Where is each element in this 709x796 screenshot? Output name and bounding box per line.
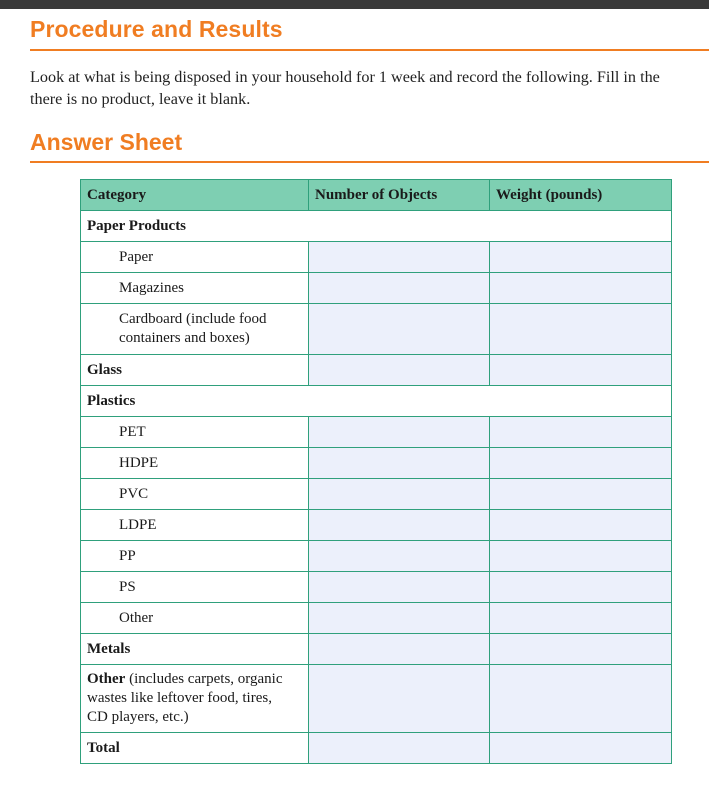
pet-number-cell[interactable] [309, 417, 490, 448]
pvc-weight-cell[interactable] [490, 479, 672, 510]
table-header-row [81, 180, 672, 211]
cardboard-line-1: Cardboard (include food [119, 311, 267, 327]
row-paper-products [81, 211, 672, 242]
ldpe-weight-cell[interactable] [490, 510, 672, 541]
glass-weight-cell[interactable] [490, 355, 672, 386]
answer-sheet-rule [30, 161, 709, 163]
pp-number-cell[interactable] [309, 541, 490, 572]
other-rest-1: (includes carpets, organic [125, 671, 283, 687]
plastics-label: Plastics [81, 386, 672, 417]
row-total [81, 733, 672, 764]
paper-products-label: Paper Products [81, 211, 672, 242]
row-cardboard [81, 304, 672, 355]
row-plastic-other [81, 603, 672, 634]
total-number-cell[interactable] [309, 733, 490, 764]
metals-number-cell[interactable] [309, 634, 490, 665]
metals-weight-cell[interactable] [490, 634, 672, 665]
row-plastics [81, 386, 672, 417]
pet-weight-cell[interactable] [490, 417, 672, 448]
row-metals [81, 634, 672, 665]
ps-weight-cell[interactable] [490, 572, 672, 603]
intro-text [30, 66, 709, 110]
ldpe-label: LDPE [81, 510, 309, 541]
row-ldpe [81, 510, 672, 541]
top-bar [0, 0, 709, 9]
other-line-1 [87, 670, 308, 689]
magazines-weight-cell[interactable] [490, 273, 672, 304]
other-bold: Other [87, 671, 126, 687]
cardboard-weight-cell[interactable] [490, 304, 672, 355]
glass-number-cell[interactable] [309, 355, 490, 386]
hdpe-weight-cell[interactable] [490, 448, 672, 479]
pvc-label: PVC [81, 479, 309, 510]
cardboard-number-cell[interactable] [309, 304, 490, 355]
procedure-rule [30, 49, 709, 51]
total-label: Total [81, 733, 309, 764]
glass-label: Glass [81, 355, 309, 386]
other-label [81, 665, 309, 733]
magazines-label: Magazines [81, 273, 309, 304]
row-other [81, 665, 672, 733]
row-glass [81, 355, 672, 386]
row-ps [81, 572, 672, 603]
header-number-of-objects: Number of Objects [309, 180, 490, 211]
pet-label: PET [81, 417, 309, 448]
header-weight: Weight (pounds) [490, 180, 672, 211]
hdpe-label: HDPE [81, 448, 309, 479]
intro-line-1: Look at what is being disposed in your household for 1 week and record the following. Fill in the [30, 68, 660, 86]
row-paper [81, 242, 672, 273]
paper-label: Paper [81, 242, 309, 273]
header-category: Category [81, 180, 309, 211]
pp-weight-cell[interactable] [490, 541, 672, 572]
row-magazines [81, 273, 672, 304]
plastic-other-weight-cell[interactable] [490, 603, 672, 634]
row-pet [81, 417, 672, 448]
answer-sheet-heading: Answer Sheet [30, 129, 183, 155]
other-weight-cell[interactable] [490, 665, 672, 733]
intro-line-2: there is no product, leave it blank. [30, 90, 251, 108]
ps-label: PS [81, 572, 309, 603]
cardboard-label [81, 304, 309, 355]
row-hdpe [81, 448, 672, 479]
metals-label: Metals [81, 634, 309, 665]
pvc-number-cell[interactable] [309, 479, 490, 510]
answer-table [80, 179, 672, 764]
pp-label: PP [81, 541, 309, 572]
plastic-other-label: Other [81, 603, 309, 634]
row-pvc [81, 479, 672, 510]
paper-number-cell[interactable] [309, 242, 490, 273]
procedure-heading: Procedure and Results [30, 16, 283, 42]
cardboard-line-2: containers and boxes) [119, 330, 250, 346]
row-pp [81, 541, 672, 572]
plastic-other-number-cell[interactable] [309, 603, 490, 634]
other-line-2: wastes like leftover food, tires, [87, 690, 272, 706]
magazines-number-cell[interactable] [309, 273, 490, 304]
hdpe-number-cell[interactable] [309, 448, 490, 479]
ps-number-cell[interactable] [309, 572, 490, 603]
ldpe-number-cell[interactable] [309, 510, 490, 541]
other-number-cell[interactable] [309, 665, 490, 733]
other-line-3: CD players, etc.) [87, 709, 189, 725]
paper-weight-cell[interactable] [490, 242, 672, 273]
total-weight-cell[interactable] [490, 733, 672, 764]
